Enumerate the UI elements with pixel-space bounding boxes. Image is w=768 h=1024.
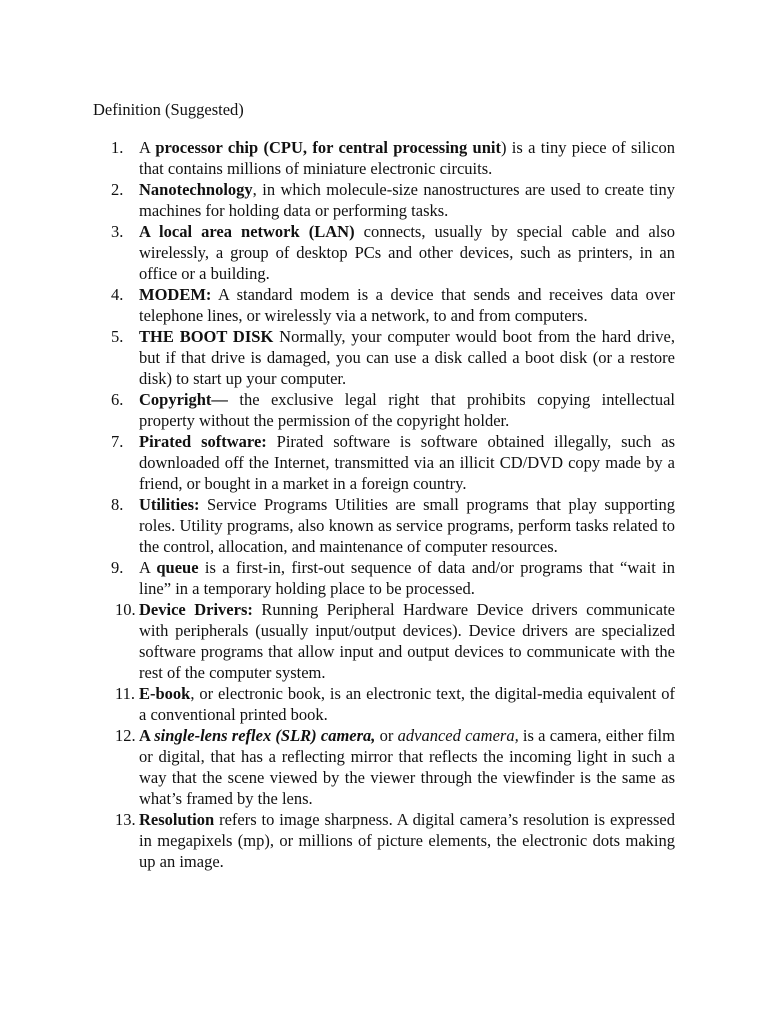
definition-item	[93, 284, 675, 326]
definition-text	[139, 600, 675, 682]
term: Pirated software:	[139, 432, 267, 451]
definition-body: is a camera, either film or digital, that has a reflecting mirror that reflects the incoming light in such a way that the scene viewed by the viewer through the viewfinder is the same as what’s framed by the lens.	[139, 726, 675, 808]
definition-text	[139, 222, 675, 283]
definition-item	[93, 389, 675, 431]
definition-body: , or electronic book, is an electronic text, the digital-media equivalent of a conventional printed book.	[139, 684, 675, 724]
definition-item	[93, 809, 675, 872]
term-alternate: advanced camera,	[397, 726, 519, 745]
item-number: 2.	[111, 180, 124, 199]
term: Nanotechnology	[139, 180, 253, 199]
item-number: 7.	[111, 432, 124, 451]
definition-item	[93, 137, 675, 179]
definition-item	[93, 725, 675, 809]
definition-item	[93, 221, 675, 284]
definition-body: Pirated software is software obtained illegally, such as downloaded off the Internet, transmitted via an illicit CD/DVD copy made by a friend, or bought in a market in a foreign country.	[139, 432, 675, 493]
term: Utilities:	[139, 495, 200, 514]
definition-text	[139, 138, 675, 178]
term: A	[139, 726, 155, 745]
definition-text	[139, 684, 675, 724]
term: MODEM:	[139, 285, 212, 304]
definition-text	[139, 327, 675, 388]
definition-text	[139, 432, 675, 493]
definition-item	[93, 557, 675, 599]
term: THE BOOT DISK	[139, 327, 274, 346]
definition-body: refers to image sharpness. A digital camera’s resolution is expressed in megapixels (mp), or millions of picture elements, the electronic dots making up an image.	[139, 810, 675, 871]
definition-body: Normally, your computer would boot from the hard drive, but if that drive is damaged, you can use a disk called a boot disk (or a restore disk) to start up your computer.	[139, 327, 675, 388]
definition-text	[139, 726, 675, 808]
definition-body: or	[375, 726, 398, 745]
definition-body: ) is a tiny piece of silicon that contains millions of miniature electronic circuits.	[139, 138, 675, 178]
item-number: 9.	[111, 558, 124, 577]
definition-body: A	[139, 138, 156, 157]
definition-text	[139, 285, 675, 325]
term: processor chip (CPU, for central processing unit	[155, 138, 501, 157]
definition-list	[93, 137, 675, 872]
definition-body: A standard modem is a device that sends and receives data over telephone lines, or wirelessly via a network, to and from computers.	[139, 285, 675, 325]
definition-body: , in which molecule-size nanostructures are used to create tiny machines for holding data or performing tasks.	[139, 180, 675, 220]
definition-item	[93, 683, 675, 725]
definition-item	[93, 599, 675, 683]
definition-text	[139, 495, 675, 556]
definition-text	[139, 558, 675, 598]
item-number: 10.	[115, 600, 136, 619]
item-number: 1.	[111, 138, 124, 157]
term: Device Drivers:	[139, 600, 253, 619]
definition-body: the exclusive legal right that prohibits copying intellectual property without the permission of the copyright holder.	[139, 390, 675, 430]
term: A local area network (LAN)	[139, 222, 355, 241]
term: E-book	[139, 684, 191, 703]
term: queue	[156, 558, 199, 577]
term: Resolution	[139, 810, 215, 829]
definition-text	[139, 180, 675, 220]
item-number: 12.	[115, 726, 136, 745]
definition-body: connects, usually by special cable and also wirelessly, a group of desktop PCs and other devices, such as printers, in an office or a building.	[139, 222, 675, 283]
item-number: 5.	[111, 327, 124, 346]
item-number: 6.	[111, 390, 124, 409]
item-number: 13.	[115, 810, 136, 829]
definition-item	[93, 179, 675, 221]
definition-item	[93, 431, 675, 494]
definition-item	[93, 326, 675, 389]
page-heading: Definition (Suggested)	[93, 100, 244, 119]
definition-body: is a first-in, first-out sequence of data and/or programs that “wait in line” in a temporary holding place to be processed.	[139, 558, 675, 598]
item-number: 3.	[111, 222, 124, 241]
definition-body: A	[139, 558, 157, 577]
definition-text	[139, 390, 675, 430]
term: single-lens reflex (SLR) camera,	[154, 726, 376, 745]
item-number: 4.	[111, 285, 124, 304]
item-number: 11.	[115, 684, 136, 703]
definition-body: Service Programs Utilities are small programs that play supporting roles. Utility programs, also known as service programs, perform tasks related to the control, allocation, and maintenance of computer resources.	[139, 495, 675, 556]
definition-item	[93, 494, 675, 557]
definition-text	[139, 810, 675, 871]
item-number: 8.	[111, 495, 124, 514]
term: Copyright—	[139, 390, 228, 409]
definition-body: Running Peripheral Hardware Device drivers communicate with peripherals (usually input/output devices). Device drivers are specialized software programs that allow input and output devices to communicate with the rest of the computer system.	[139, 600, 676, 682]
